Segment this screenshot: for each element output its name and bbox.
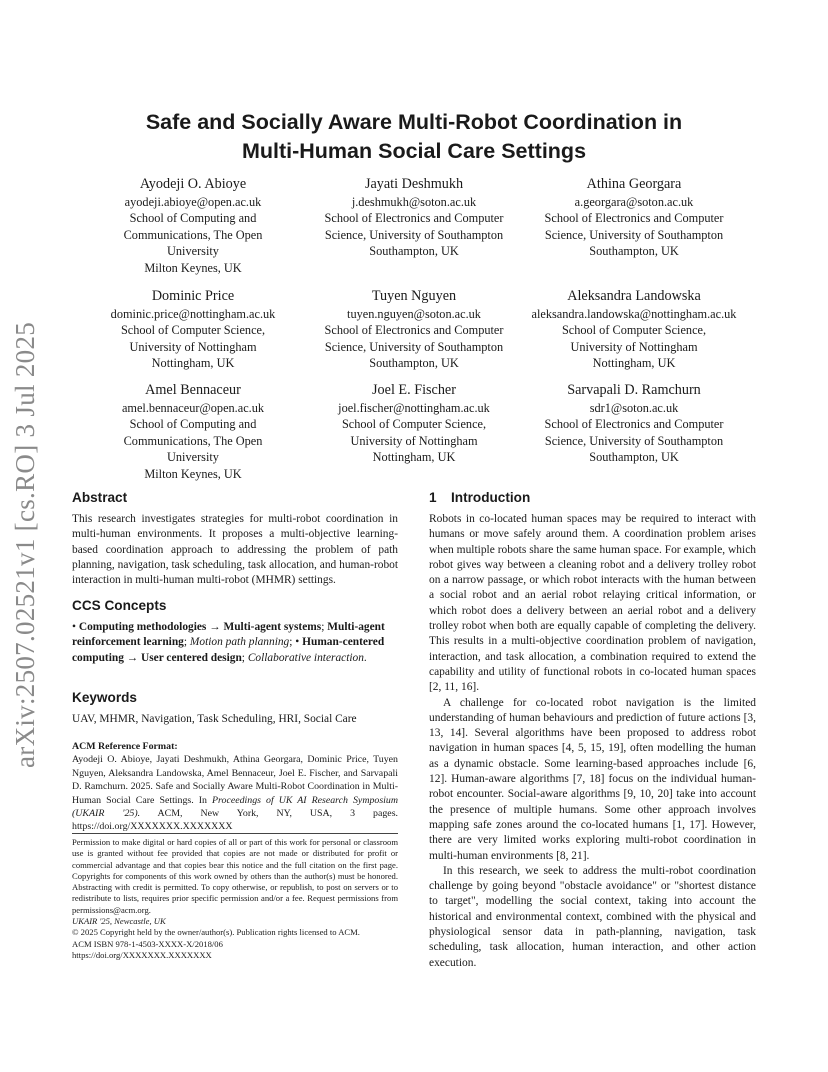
keywords-text: UAV, MHMR, Navigation, Task Scheduling, HRI, Social Care <box>72 713 357 725</box>
abstract-section <box>72 489 398 588</box>
author-card <box>73 381 313 482</box>
author-email[interactable]: j.deshmukh@soton.ac.uk <box>351 195 477 209</box>
ccs-concept: Motion path planning <box>189 636 290 649</box>
ccs-separator: ; <box>321 621 328 633</box>
copyright-line: © 2025 Copyright held by the owner/author(s). Publication rights licensed to ACM. <box>72 927 360 938</box>
intro-paragraph-2: A challenge for co-located robot navigation is the limited understanding of human behaviours and prediction of future actions [3, 13, 14]. Several algorithms have been proposed to address robot navigation in human spaces [4, 5, 15, 19], often modelling the human as a dynamic obstacle. Some learning-based approaches include [6, 12]. Human-aware algorithms [7, 18] focus on the individual human-robot encounter. Social-aware algorithms [9, 10, 20] take into account the presence of multiple humans. Some other approach involves mapping safe zones around the co-located humans [1, 17]. However, there are very limited works exploring multi-robot coordination in multi-human environments [8, 21]. <box>429 696 756 862</box>
title-line-1: Safe and Socially Aware Multi-Robot Coordination in <box>145 110 683 134</box>
author-affiliation-line: School of Electronics and Computer <box>324 211 504 226</box>
keywords-section <box>72 689 398 727</box>
author-email[interactable]: dominic.price@nottingham.ac.uk <box>110 307 276 321</box>
author-affiliation-line: Communications, The Open <box>123 227 263 242</box>
arxiv-stamp: arXiv:2507.02521v1 [cs.RO] 3 Jul 2025 <box>10 321 40 769</box>
author-name: Jayati Deshmukh <box>364 176 464 192</box>
author-card <box>73 287 313 372</box>
author-card <box>514 175 754 260</box>
isbn-line: ACM ISBN 978-1-4503-XXXX-X/2018/06 <box>72 938 223 949</box>
author-affiliation-line: Science, University of Southampton <box>544 433 724 448</box>
author-affiliation-line: Nottingham, UK <box>592 356 676 371</box>
section-title: Introduction <box>451 490 531 505</box>
ccs-separator: ; <box>241 651 248 664</box>
author-affiliation-line: Nottingham, UK <box>372 450 456 465</box>
author-affiliation-line: School of Computing and <box>129 211 257 226</box>
ccs-concepts <box>72 620 398 666</box>
author-affiliation-line: University of Nottingham <box>129 339 257 354</box>
doi-line: https://doi.org/XXXXXXX.XXXXXXX <box>72 949 212 960</box>
author-name: Dominic Price <box>151 288 235 304</box>
author-name: Amel Bennaceur <box>145 382 241 398</box>
author-affiliation-line: University of Nottingham <box>350 433 478 448</box>
ccs-separator: . <box>363 651 367 664</box>
author-email[interactable]: tuyen.nguyen@soton.ac.uk <box>347 307 481 321</box>
author-email[interactable]: sdr1@soton.ac.uk <box>589 401 679 415</box>
author-affiliation-line: Science, University of Southampton <box>324 227 504 242</box>
abstract-text: This research investigates strategies for multi-robot coordination in multi-human environments. It proposes a multi-objective learning-based coordination approach to addressing the problem of path planning, navigation, task scheduling, task allocation, and human-robot interaction in multi-human multi-robot (MHMR) settings. <box>72 513 398 587</box>
acm-reference <box>72 740 398 834</box>
ccs-bullet: • <box>72 621 79 633</box>
author-affiliation-line: Southampton, UK <box>369 356 459 371</box>
keywords-heading: Keywords <box>72 690 137 705</box>
paper-title <box>72 108 756 166</box>
permission-text: Permission to make digital or hard copies of all or part of this work for personal or classroom use is granted without fee provided that copies are not made or distributed for profit or commercial advantage and that copies bear this notice and the full citation on the first page. Copyrights for components of this work owned by others than the author(s) must be honored. Abstracting with credit is permitted. To copy otherwise, or republish, to post on servers or to redistribute to lists, requires prior specific permission and/or a fee. Request permissions from permissions@acm.org. <box>72 837 398 915</box>
ccs-separator: ; <box>183 636 190 649</box>
author-affiliation-line: School of Computer Science, <box>561 323 707 338</box>
ccs-section <box>72 597 398 666</box>
author-name: Joel E. Fischer <box>372 382 456 398</box>
footnote-rule <box>72 833 398 834</box>
author-card <box>514 381 754 466</box>
author-affiliation-line: Southampton, UK <box>589 450 679 465</box>
permission-block <box>72 837 398 961</box>
introduction-section <box>429 489 756 971</box>
author-name: Tuyen Nguyen <box>371 288 457 304</box>
author-email[interactable]: amel.bennaceur@open.ac.uk <box>121 401 265 415</box>
author-card <box>294 381 534 466</box>
intro-paragraph-1: Robots in co-located human spaces may be required to interact with humans or move safely around them. A coordination problem arises when multiple robots share the same human space. For example, which robot gives way between a cleaning robot and a delivery trolley robot on a narrow passage, or which robot interacts with the human between a social robot and an aerial robot relaying critical information, or which robot does a delivery between an aerial robot and a delivery trolley robot when both are equally capable of completing the delivery. This results in a multi-objective coordination problem of navigation, interaction, and task allocation, a combination required to extend the capability and utility of functional robots in co-located human spaces [2, 11, 16]. <box>429 513 756 694</box>
author-affiliation-line: School of Electronics and Computer <box>324 323 504 338</box>
author-affiliation-line: School of Computing and <box>129 417 257 432</box>
author-name: Ayodeji O. Abioye <box>139 176 247 192</box>
acm-reference-part: ACM, New York, NY, USA, 3 pages. https://doi.org/XXXXXXX.XXXXXXX <box>72 808 399 833</box>
author-affiliation-line: School of Computer Science, <box>120 323 266 338</box>
author-card <box>294 287 534 372</box>
acm-reference-venue: Proceedings of UK AI Research Symposium (UKAIR '25). <box>72 794 398 820</box>
author-affiliation-line: Milton Keynes, UK <box>144 466 242 481</box>
author-affiliation-line: School of Computer Science, <box>341 417 487 432</box>
acm-reference-text <box>72 753 398 833</box>
author-email[interactable]: aleksandra.landowska@nottingham.ac.uk <box>531 307 737 321</box>
author-affiliation-line: School of Electronics and Computer <box>544 211 724 226</box>
venue-line: UKAIR '25, Newcastle, UK <box>72 916 166 927</box>
ccs-concept: Human-centered computing → User centered design <box>72 636 385 664</box>
acm-reference-part: Ayodeji O. Abioye, Jayati Deshmukh, Athina Georgara, Dominic Price, Tuyen Nguyen, Aleksandra Landowska, Amel Bennaceur, Joel E. Fischer, and Sarvapali D. Ramchurn. 2025. Safe and Socially Aware Multi-Robot Coordination in Multi-Human Social Care Settings. In <box>72 754 398 806</box>
author-affiliation-line: University <box>167 450 219 465</box>
author-name: Sarvapali D. Ramchurn <box>567 382 701 398</box>
author-affiliation-line: School of Electronics and Computer <box>544 417 724 432</box>
ccs-concept: Multi-agent reinforcement learning <box>72 621 385 649</box>
author-affiliation-line: Communications, The Open <box>123 433 263 448</box>
introduction-heading <box>429 489 756 507</box>
author-card <box>514 287 754 372</box>
author-affiliation-line: University <box>167 244 219 259</box>
author-affiliation-line: Milton Keynes, UK <box>144 260 242 275</box>
acm-reference-heading: ACM Reference Format: <box>72 741 178 752</box>
author-affiliation-line: Southampton, UK <box>589 244 679 259</box>
abstract-heading: Abstract <box>72 490 128 505</box>
author-card <box>294 175 534 260</box>
author-name: Athina Georgara <box>586 176 682 192</box>
author-email[interactable]: joel.fischer@nottingham.ac.uk <box>338 401 490 415</box>
ccs-heading: CCS Concepts <box>72 598 167 613</box>
title-line-2: Multi-Human Social Care Settings <box>241 139 587 163</box>
author-affiliation-line: Science, University of Southampton <box>324 339 504 354</box>
ccs-separator: ; <box>289 636 296 649</box>
author-affiliation-line: Nottingham, UK <box>151 356 235 371</box>
author-email[interactable]: a.georgara@soton.ac.uk <box>574 195 694 209</box>
author-card <box>73 175 313 276</box>
intro-paragraph-3: In this research, we seek to address the multi-robot coordination challenge by going beyond "obstacle avoidance" or "shortest distance to target", modelling the social context, taking into account the historical and environmental context, combined with the physical and physiological sensor data in path-planning, navigation, task scheduling, task allocation, human interaction, and other action execution. <box>429 864 756 969</box>
section-number: 1 <box>429 490 437 505</box>
author-affiliation-line: Southampton, UK <box>369 244 459 259</box>
author-affiliation-line: University of Nottingham <box>570 339 698 354</box>
author-email[interactable]: ayodeji.abioye@open.ac.uk <box>124 195 262 209</box>
author-name: Aleksandra Landowska <box>567 288 701 304</box>
ccs-concept: Computing methodologies → Multi-agent systems <box>78 621 322 633</box>
author-affiliation-line: Science, University of Southampton <box>544 227 724 242</box>
ccs-bullet: • <box>295 636 303 649</box>
ccs-concept: Collaborative interaction <box>247 651 364 664</box>
